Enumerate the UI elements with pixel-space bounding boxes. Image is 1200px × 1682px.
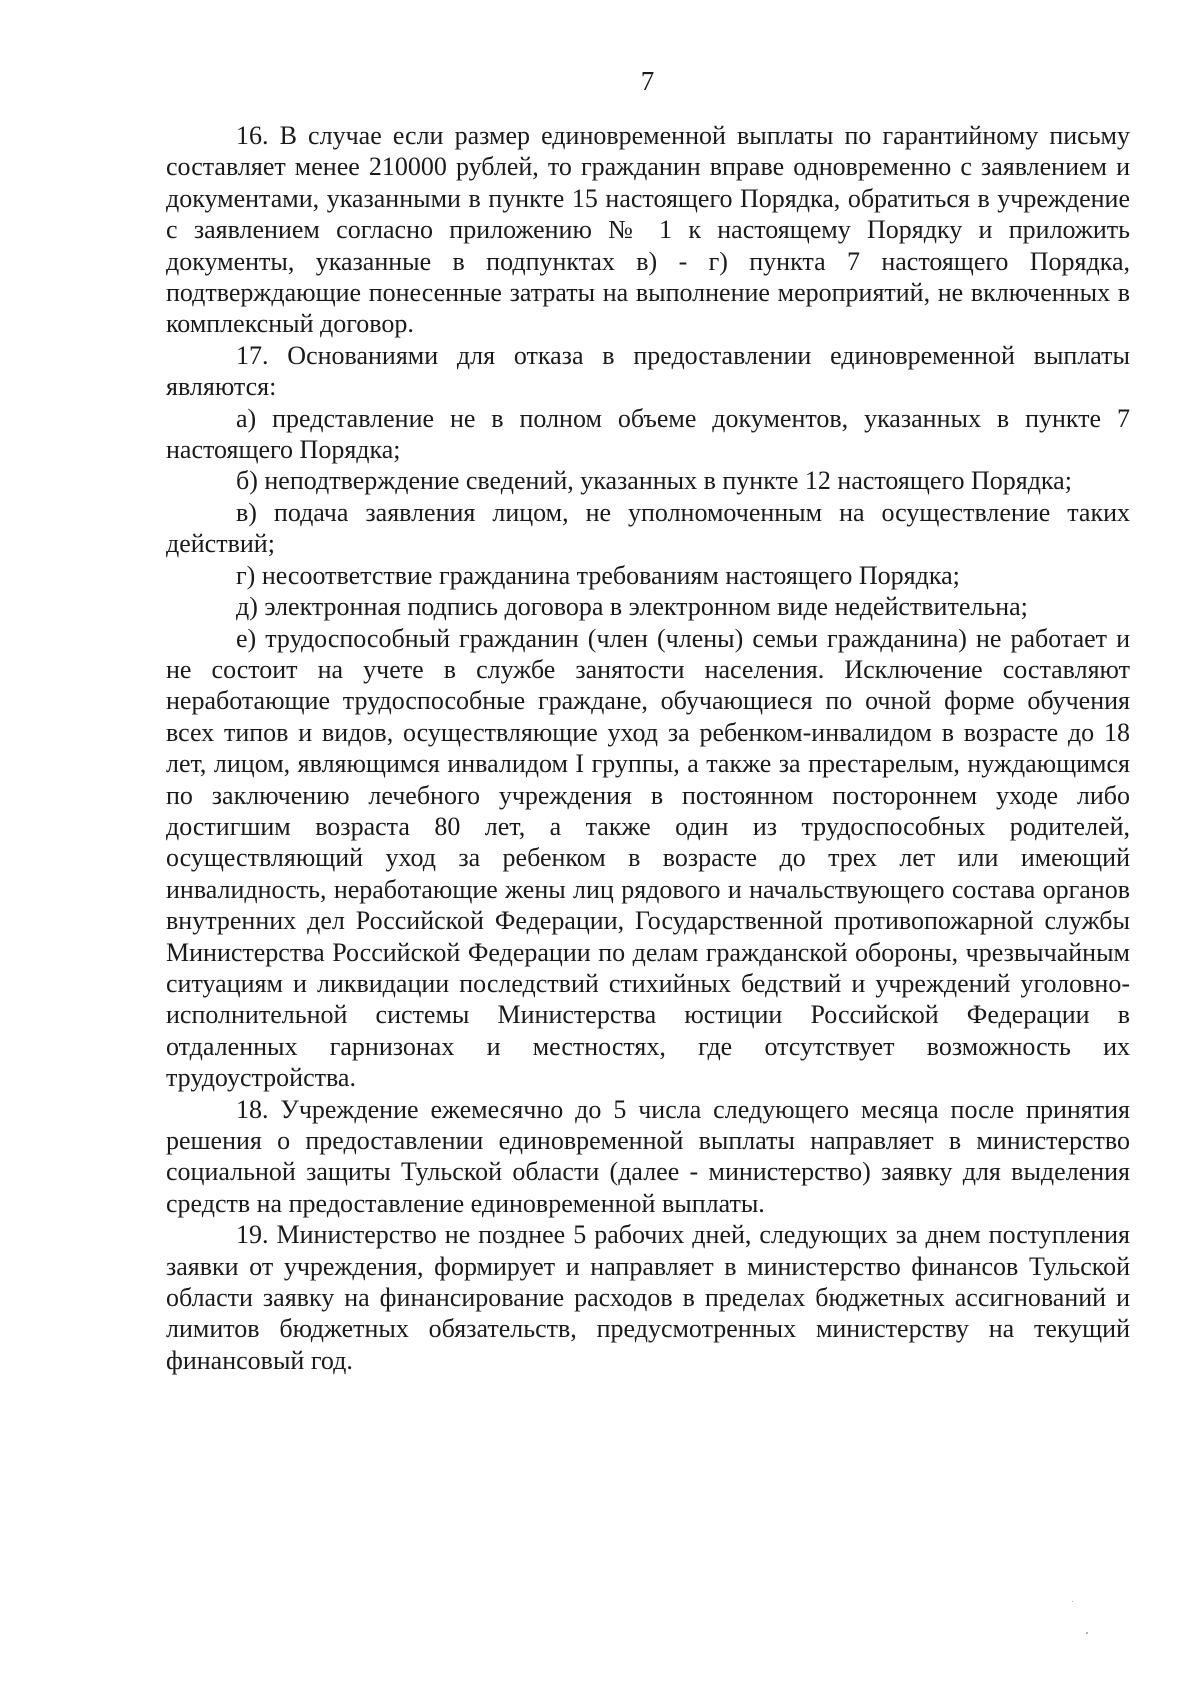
paragraph-19: 19. Министерство не позднее 5 рабочих дней, следующих за днем поступления заявки от учреждения, формирует и направляет в министерство финансов Тульской области заявку на финансирование расходов в пределах бюджетных ассигнований и лимитов бюджетных обязательств, предусмотренных министерству на текущий финансовый год. xyxy=(166,1220,1130,1375)
scan-speck xyxy=(1086,1632,1088,1634)
paragraph-16: 16. В случае если размер единовременной выплаты по гарантийному письму составляет менее 210000 рублей, то гражданин вправе одновременно с заявлением и документами, указанными в пункте 15 настоящего Порядка, обратиться в учреждение с заявлением согласно приложению № 1 к настоящему Порядку и приложить документы, указанные в подпунктах в) - г) пункта 7 настоящего Порядка, подтверждающие понесенные затраты на выполнение мероприятий, не включенных в комплексный договор. xyxy=(166,121,1130,339)
paragraph-17-a: а) представление не в полном объеме документов, указанных в пункте 7 настоящего Порядка; xyxy=(166,403,1130,465)
paragraph-17-e: е) трудоспособный гражданин (член (члены) семьи гражданина) не работает и не состоит на учете в службе занятости населения. Исключение составляют неработающие трудоспособные граждане, обучающиеся по очной форме обучения всех типов и видов, осуществляющие уход за ребенком-инвалидом в возрасте до 18 лет, лицом, являющимся инвалидом I группы, а также за престарелым, нуждающимся по заключению лечебного учреждения в постоянном постороннем уходе либо достигшим возраста 80 лет, а также один из трудоспособных родителей, осуществляющий уход за ребенком в возрасте до трех лет или имеющий инвалидность, неработающие жены лиц рядового и начальствующего состава органов внутренних дел Российской Федерации, Государственной противопожарной службы Министерства Российской Федерации по делам гражданской обороны, чрезвычайным ситуациям и ликвидации последствий стихийных бедствий и учреждений уголовно-исполнительной системы Министерства юстиции Российской Федерации в отдаленных гарнизонах и местностях, где отсутствует возможность их трудоустройства. xyxy=(166,623,1130,1093)
page-number: 7 xyxy=(640,66,655,96)
paragraph-18: 18. Учреждение ежемесячно до 5 числа следующего месяца после принятия решения о предоставлении единовременной выплаты направляет в министерство социальной защиты Тульской области (далее - министерство) заявку для выделения средств на предоставление единовременной выплаты. xyxy=(166,1094,1130,1218)
paragraph-17-v: в) подача заявления лицом, не уполномоченным на осуществление таких действий; xyxy=(166,497,1130,559)
paragraph-17-g: г) несоответствие гражданина требованиям настоящего Порядка; xyxy=(236,560,960,590)
paragraph-17-d: д) электронная подпись договора в электронном виде недействительна; xyxy=(236,592,1028,622)
scan-speck xyxy=(1072,1601,1073,1602)
document-body xyxy=(166,120,1130,1376)
paragraph-17: 17. Основаниями для отказа в предоставлении единовременной выплаты являются: xyxy=(166,340,1130,402)
paragraph-17-b: б) неподтверждение сведений, указанных в пункте 12 настоящего Порядка; xyxy=(236,466,1072,496)
